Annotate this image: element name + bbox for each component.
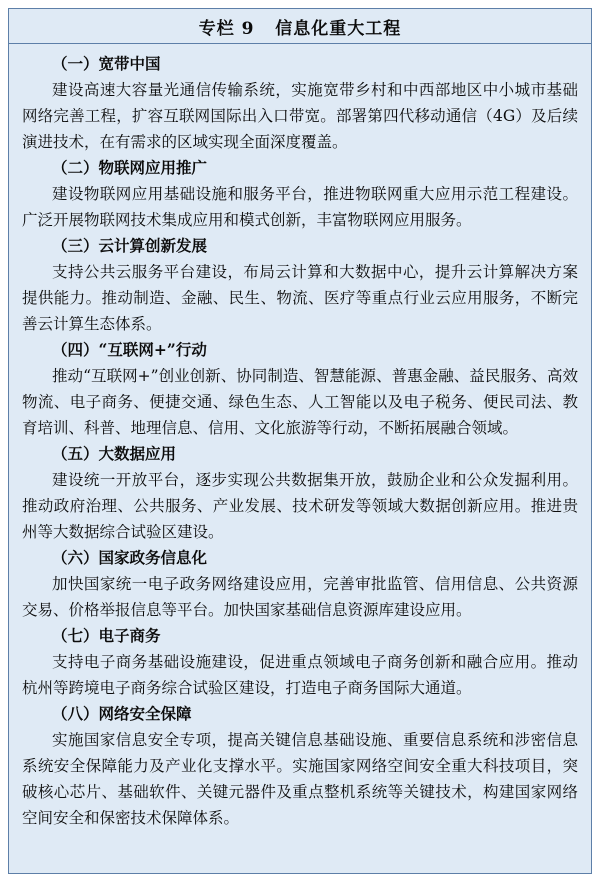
- section-heading-1: （一）宽带中国: [52, 54, 161, 73]
- section-heading-2: （二）物联网应用推广: [52, 158, 208, 177]
- section-body-6: 加快国家统一电子政务网络建设应用，完善审批监管、信用信息、公共资源交易、价格举报信息等平台。加快国家基础信息资源库建设应用。: [22, 575, 578, 619]
- box-content: [9, 44, 591, 831]
- box-title: 专栏 9 信息化重大工程: [198, 18, 402, 39]
- section-body-1: 建设高速大容量光通信传输系统，实施宽带乡村和中西部地区中小城市基础网络完善工程，扩容互联网国际出入口带宽。部署第四代移动通信（4G）及后续演进技术，在有需求的区域实现全面深度覆盖。: [22, 81, 578, 151]
- section-heading-8: （八）网络安全保障: [52, 704, 192, 723]
- box-title-bar: [9, 9, 591, 44]
- section-heading-7: （七）电子商务: [52, 626, 161, 645]
- section-body-7: 支持电子商务基础设施建设，促进重点领域电子商务创新和融合应用。推动杭州等跨境电子商务综合试验区建设，打造电子商务国际大通道。: [22, 653, 578, 697]
- section-heading-4: （四）“互联网+”行动: [52, 340, 207, 359]
- section-body-5: 建设统一开放平台，逐步实现公共数据集开放，鼓励企业和公众发掘利用。推动政府治理、公共服务、产业发展、技术研发等领域大数据创新应用。推进贵州等大数据综合试验区建设。: [22, 471, 578, 541]
- section-body-4: 推动“互联网+”创业创新、协同制造、智慧能源、普惠金融、益民服务、高效物流、电子商务、便捷交通、绿色生态、人工智能以及电子税务、便民司法、教育培训、科普、地理信息、信用、文化旅游等行动，不断拓展融合领域。: [22, 367, 578, 437]
- feature-box: [8, 8, 592, 874]
- section-body-2: 建设物联网应用基础设施和服务平台，推进物联网重大应用示范工程建设。广泛开展物联网技术集成应用和模式创新，丰富物联网应用服务。: [22, 185, 578, 229]
- section-body-8: 实施国家信息安全专项，提高关键信息基础设施、重要信息系统和涉密信息系统安全保障能力及产业化支撑水平。实施国家网络空间安全重大科技项目，突破核心芯片、基础软件、关键元器件及重点整机系统等关键技术，构建国家网络空间安全和保密技术保障体系。: [22, 731, 578, 827]
- section-heading-3: （三）云计算创新发展: [52, 236, 208, 255]
- section-heading-5: （五）大数据应用: [52, 444, 177, 463]
- section-heading-6: （六）国家政务信息化: [52, 548, 208, 567]
- section-body-3: 支持公共云服务平台建设，布局云计算和大数据中心，提升云计算解决方案提供能力。推动制造、金融、民生、物流、医疗等重点行业云应用服务，不断完善云计算生态体系。: [22, 263, 578, 333]
